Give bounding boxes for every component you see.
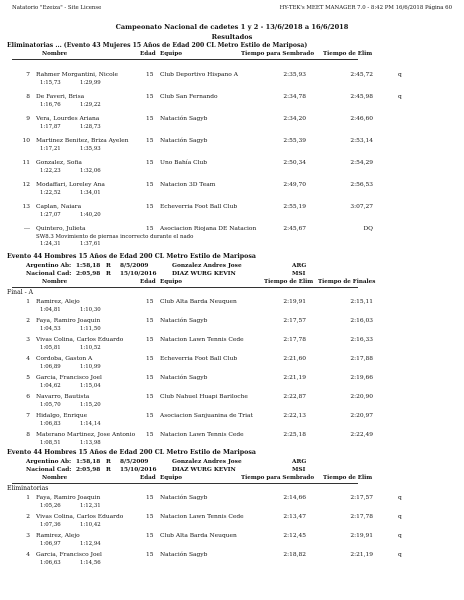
split-time: 1:17,87	[40, 124, 61, 130]
seed-time: 2:17,57	[283, 318, 306, 324]
split-time: 1:15,20	[80, 402, 101, 408]
team-name: Natacion Lawn Tennis Cede	[160, 432, 244, 438]
swimmer-name: Modaffari, Loreley Ana	[36, 182, 105, 188]
event43-section-title: Eliminatorias ... (Evento 43 Mujeres 15 Años de Edad 200 CL Metro Estilo de Mariposa)	[7, 42, 308, 49]
team-name: Club Nahuel Huapi Bariloche	[160, 394, 248, 400]
age: 15	[146, 226, 154, 232]
swimmer-name: Garcia, Francisco Joel	[36, 375, 102, 381]
age: 15	[146, 413, 154, 419]
swimmer-name: De Faveri, Brisa	[36, 94, 85, 100]
split-time: 1:07,36	[40, 522, 61, 528]
swimmer-name: Navarro, Bautista	[36, 394, 90, 400]
split-time: 1:29,99	[80, 80, 101, 86]
place: 4	[26, 552, 30, 558]
team-name: Natación Sagyb	[160, 138, 208, 144]
record-country: MSI	[292, 271, 306, 277]
team-name: Natación Sagyb	[160, 495, 208, 501]
split-time: 1:16,76	[40, 102, 61, 108]
meet-title: Campeonato Nacional de cadetes 1 y 2 - 13/6/2018 a 16/6/2018	[115, 23, 349, 31]
col-age: Edad	[140, 51, 156, 57]
result-time: 2:17,57	[350, 495, 373, 501]
seed-time: 2:14,66	[283, 495, 306, 501]
split-time: 1:08,51	[40, 440, 61, 446]
team-name: Club Deportivo Hispano A	[160, 72, 238, 78]
split-time: 1:10,30	[80, 307, 101, 313]
split-time: 1:04,81	[40, 307, 61, 313]
result-time: 2:20,90	[350, 394, 373, 400]
col-name: Nombre	[42, 475, 68, 481]
record-code: R	[106, 263, 111, 269]
split-time: 1:22,52	[40, 190, 61, 196]
dq-note: SW8.3 Movimiento de piernas incorrecto durante el nado	[36, 234, 194, 240]
age: 15	[146, 432, 154, 438]
place: 7	[26, 413, 30, 419]
swimmer-name: Cordoba, Gaston A	[36, 356, 93, 362]
col-name: Nombre	[42, 51, 68, 57]
result-time: 3:07,27	[350, 204, 373, 210]
col-age: Edad	[140, 475, 156, 481]
split-time: 1:10,52	[80, 345, 101, 351]
swimmer-name: Ramirez, Alejo	[36, 533, 80, 539]
eliminatorias-label: Eliminatorias	[7, 485, 49, 492]
age: 15	[146, 394, 154, 400]
result-row	[0, 551, 464, 569]
age: 15	[146, 533, 154, 539]
swimmer-name: Faya, Ramiro Joaquin	[36, 495, 101, 501]
result-row	[0, 374, 464, 392]
split-time: 1:04,62	[40, 383, 61, 389]
divider	[12, 59, 358, 60]
page-header	[0, 5, 464, 15]
result-row	[0, 159, 464, 177]
result-time: 2:21,19	[350, 552, 373, 558]
team-name: Asociacion Sanjuanina de Triat	[160, 413, 253, 419]
age: 15	[146, 552, 154, 558]
result-row	[0, 532, 464, 550]
team-name: Club San Fernando	[160, 94, 218, 100]
record-time: 2:05,98	[76, 271, 101, 277]
result-row	[0, 412, 464, 430]
split-time: 1:15,04	[80, 383, 101, 389]
event44-final-title: Evento 44 Hombres 15 Años de Edad 200 CL Metro Estilo de Mariposa	[7, 253, 256, 260]
event44-prelim-title: Evento 44 Hombres 15 Años de Edad 200 CL Metro Estilo de Mariposa	[7, 449, 256, 456]
seed-time: 2:35,93	[283, 72, 306, 78]
split-time: 1:17,21	[40, 146, 61, 152]
col-final: Tiempo de Elim	[323, 51, 373, 57]
result-time: 2:16,03	[350, 318, 373, 324]
record-date: 8/5/2009	[120, 263, 149, 269]
record-label: Argentino Ab:	[26, 459, 72, 465]
team-name: Asociacion Riojana DE Natacion	[160, 226, 257, 232]
record-country: MSI	[292, 467, 306, 473]
software-timestamp: HY-TEK's MEET MANAGER 7.0 - 8:42 PM 16/6/2018 Página 60	[279, 5, 452, 11]
split-time: 1:35,93	[80, 146, 101, 152]
seed-time: 2:55,39	[283, 138, 306, 144]
split-time: 1:32,06	[80, 168, 101, 174]
place: 1	[26, 495, 30, 501]
record-date: 8/5/2009	[120, 459, 149, 465]
col-seed: Tiempo para Sembrado	[241, 51, 315, 57]
result-time: 2:17,88	[350, 356, 373, 362]
age: 15	[146, 160, 154, 166]
record-time: 2:05,98	[76, 467, 101, 473]
record-country: ARG	[292, 263, 307, 269]
seed-time: 2:13,47	[283, 514, 306, 520]
split-time: 1:05,81	[40, 345, 61, 351]
place: 4	[26, 356, 30, 362]
qualifier-flag: q	[398, 495, 402, 501]
age: 15	[146, 299, 154, 305]
team-name: Echeverria Foot Ball Club	[160, 204, 238, 210]
age: 15	[146, 138, 154, 144]
record-date: 15/10/2016	[120, 271, 157, 277]
swimmer-name: Materano Martinez, Jose Antonio	[36, 432, 136, 438]
seed-time: 2:19,91	[283, 299, 306, 305]
seed-time: 2:55,19	[283, 204, 306, 210]
split-time: 1:29,22	[80, 102, 101, 108]
place: 9	[26, 116, 30, 122]
split-time: 1:10,99	[80, 364, 101, 370]
record-time: 1:58,18	[76, 459, 101, 465]
split-time: 1:05,26	[40, 503, 61, 509]
age: 15	[146, 356, 154, 362]
split-time: 1:13,98	[80, 440, 101, 446]
event43-column-header	[0, 51, 464, 59]
record-time: 1:58,18	[76, 263, 101, 269]
split-time: 1:24,31	[40, 241, 61, 247]
results-title: Resultados	[211, 33, 253, 41]
swimmer-name: Gonzalez, Sofia	[36, 160, 82, 166]
split-time: 1:22,23	[40, 168, 61, 174]
col-seed: Tiempo para Sembrado	[241, 475, 315, 481]
result-row	[0, 203, 464, 221]
place: 13	[22, 204, 30, 210]
age: 15	[146, 495, 154, 501]
swimmer-name: Faya, Ramiro Joaquin	[36, 318, 101, 324]
result-time: 2:56,53	[350, 182, 373, 188]
result-time: 2:15,11	[350, 299, 373, 305]
split-time: 1:27,07	[40, 212, 61, 218]
record-code: R	[106, 459, 111, 465]
seed-time: 2:22,13	[283, 413, 306, 419]
split-time: 1:14,14	[80, 421, 101, 427]
result-row	[0, 431, 464, 449]
swimmer-name: Vivas Colina, Carlos Eduardo	[36, 337, 124, 343]
place: 6	[26, 394, 30, 400]
age: 15	[146, 94, 154, 100]
result-row	[0, 336, 464, 354]
col-final: Tiempo de Elim	[323, 475, 373, 481]
team-name: Natación Sagyb	[160, 116, 208, 122]
event44-final-column-header	[0, 279, 464, 287]
record-code: R	[106, 271, 111, 277]
seed-time: 2:12,45	[283, 533, 306, 539]
record-holder: Gonzalez Andres Jose	[172, 263, 242, 269]
place: 8	[26, 94, 30, 100]
age: 15	[146, 72, 154, 78]
result-time: 2:19,66	[350, 375, 373, 381]
swimmer-name: Garcia, Francisco Joel	[36, 552, 102, 558]
team-name: Natación Sagyb	[160, 375, 208, 381]
age: 15	[146, 514, 154, 520]
split-time: 1:15,73	[40, 80, 61, 86]
split-time: 1:14,56	[80, 560, 101, 566]
split-time: 1:11,50	[80, 326, 101, 332]
age: 15	[146, 182, 154, 188]
result-row	[0, 355, 464, 373]
team-name: Uno Bahía Club	[160, 160, 208, 166]
result-time: 2:53,14	[350, 138, 373, 144]
split-time: 1:06,97	[40, 541, 61, 547]
result-row	[0, 137, 464, 155]
col-team: Equipo	[160, 279, 183, 285]
col-name: Nombre	[42, 279, 68, 285]
swimmer-name: Ramirez, Alejo	[36, 299, 80, 305]
col-age: Edad	[140, 279, 156, 285]
qualifier-flag: q	[398, 552, 402, 558]
swimmer-name: Vivas Colina, Carlos Eduardo	[36, 514, 124, 520]
age: 15	[146, 204, 154, 210]
seed-time: 2:21,60	[283, 356, 306, 362]
result-row	[0, 494, 464, 512]
split-time: 1:12,31	[80, 503, 101, 509]
seed-time: 2:34,20	[283, 116, 306, 122]
split-time: 1:12,94	[80, 541, 101, 547]
seed-time: 2:34,78	[283, 94, 306, 100]
result-row	[0, 393, 464, 411]
split-time: 1:06,89	[40, 364, 61, 370]
place: 5	[26, 375, 30, 381]
seed-time: 2:18,82	[283, 552, 306, 558]
place: 1	[26, 299, 30, 305]
swimmer-name: Caplan, Naiara	[36, 204, 82, 210]
split-time: 1:06,63	[40, 560, 61, 566]
record-code: R	[106, 467, 111, 473]
result-time: 2:16,33	[350, 337, 373, 343]
divider	[12, 483, 358, 484]
place: 3	[26, 533, 30, 539]
age: 15	[146, 375, 154, 381]
age: 15	[146, 318, 154, 324]
swimmer-name: Quintero, Julieta	[36, 226, 86, 232]
team-name: Club Alta Barda Neuquen	[160, 299, 237, 305]
place: 8	[26, 432, 30, 438]
result-time: 2:22,49	[350, 432, 373, 438]
license-text: Natatorio "Ezeiza" - Site License	[12, 5, 102, 11]
split-time: 1:37,61	[80, 241, 101, 247]
team-name: Natacion 3D Team	[160, 182, 216, 188]
split-time: 1:28,73	[80, 124, 101, 130]
record-label: Argentino Ab:	[26, 263, 72, 269]
split-time: 1:10,42	[80, 522, 101, 528]
result-time: 2:20,97	[350, 413, 373, 419]
team-name: Natacion Lawn Tennis Cede	[160, 337, 244, 343]
result-row	[0, 513, 464, 531]
record-holder: DIAZ WURG KEVIN	[172, 271, 236, 277]
place: ---	[24, 226, 30, 232]
seed-time: 2:25,18	[283, 432, 306, 438]
record-holder: Gonzalez Andres Jose	[172, 459, 242, 465]
record-date: 15/10/2016	[120, 467, 157, 473]
col-seed: Tiempo de Elim	[264, 279, 314, 285]
result-time: 2:46,60	[350, 116, 373, 122]
place: 12	[22, 182, 30, 188]
result-row	[0, 317, 464, 335]
divider	[12, 287, 358, 288]
result-row	[0, 298, 464, 316]
result-time: 2:54,29	[350, 160, 373, 166]
team-name: Natación Sagyb	[160, 552, 208, 558]
result-time: 2:45,72	[350, 72, 373, 78]
place: 7	[26, 72, 30, 78]
swimmer-name: Vera, Lourdes Ariana	[36, 116, 100, 122]
result-time: 2:45,98	[350, 94, 373, 100]
qualifier-flag: q	[398, 514, 402, 520]
swimmer-name: Hidalgo, Enrique	[36, 413, 88, 419]
seed-time: 2:45,67	[283, 226, 306, 232]
qualifier-flag: q	[398, 533, 402, 539]
record-country: ARG	[292, 459, 307, 465]
place: 10	[22, 138, 30, 144]
swimmer-name: Martinez Benitez, Briza Ayelen	[36, 138, 129, 144]
place: 3	[26, 337, 30, 343]
result-time: DQ	[363, 226, 373, 232]
team-name: Natacion Lawn Tennis Cede	[160, 514, 244, 520]
record-holder: DIAZ WURG KEVIN	[172, 467, 236, 473]
swimmer-name: Rahmer Morgantini, Nicole	[36, 72, 119, 78]
result-row	[0, 115, 464, 133]
qualifier-flag: q	[398, 94, 402, 100]
place: 11	[22, 160, 30, 166]
split-time: 1:05,70	[40, 402, 61, 408]
split-time: 1:34,01	[80, 190, 101, 196]
final-a-label: Final - A	[7, 289, 34, 296]
result-time: 2:19,91	[350, 533, 373, 539]
result-row	[0, 225, 464, 247]
split-time: 1:04,53	[40, 326, 61, 332]
split-time: 1:06,83	[40, 421, 61, 427]
result-row	[0, 71, 464, 89]
record-label: Nacional Cad:	[26, 467, 72, 473]
team-name: Natación Sagyb	[160, 318, 208, 324]
col-team: Equipo	[160, 475, 183, 481]
result-row	[0, 181, 464, 199]
team-name: Echeverria Foot Ball Club	[160, 356, 238, 362]
place: 2	[26, 318, 30, 324]
event44-prelim-column-header	[0, 475, 464, 483]
place: 2	[26, 514, 30, 520]
seed-time: 2:21,19	[283, 375, 306, 381]
age: 15	[146, 337, 154, 343]
age: 15	[146, 116, 154, 122]
col-team: Equipo	[160, 51, 183, 57]
seed-time: 2:22,87	[283, 394, 306, 400]
seed-time: 2:50,34	[283, 160, 306, 166]
team-name: Club Alta Barda Neuquen	[160, 533, 237, 539]
col-final: Tiempo de Finales	[318, 279, 376, 285]
qualifier-flag: q	[398, 72, 402, 78]
seed-time: 2:49,70	[283, 182, 306, 188]
result-row	[0, 93, 464, 111]
record-label: Nacional Cad:	[26, 271, 72, 277]
seed-time: 2:17,78	[283, 337, 306, 343]
split-time: 1:40,20	[80, 212, 101, 218]
result-time: 2:17,78	[350, 514, 373, 520]
